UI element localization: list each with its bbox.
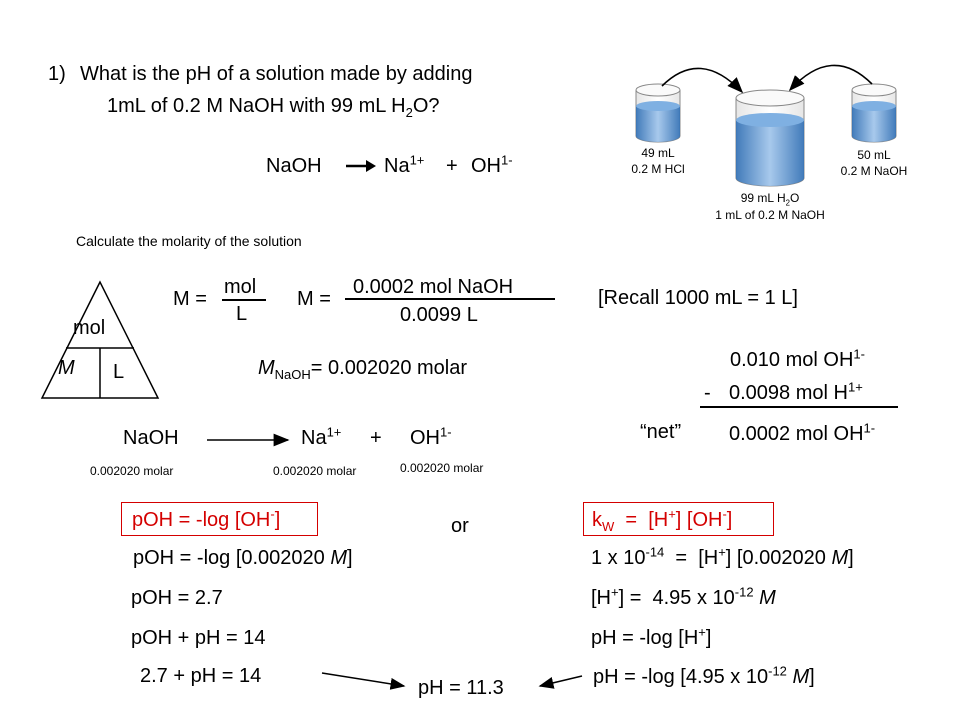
oh-concentration: 0.002020 molar [400,461,484,475]
recall-note: [Recall 1000 mL = 1 L] [598,287,798,309]
poh-line-3: pOH = 2.7 [131,587,223,609]
kw-line-5: pH = -log [4.95 x $10^{-12}$ M] [593,663,815,688]
dissociation-mid-oh: $OH^{1-}$ [410,424,452,449]
beaker-middle-volume: 99 mL $H_2O$ [740,191,800,208]
or-label: or [451,515,469,537]
beaker-right-solution: 0.2 M NaOH [840,164,908,178]
kw-line-2: 1 x $10^{-14} = [H^+]$ [0.002020 M] [591,544,854,569]
beaker-middle-icon [736,90,804,186]
naoh-concentration: 0.002020 molar [90,464,174,478]
net-line-1: 0.010 mol $OH^{1-}$ [730,346,865,371]
net-line-3: 0.0002 mol $OH^{1-}$ [729,420,876,445]
question-line-2: 1mL of 0.2 M NaOH with 99 mL $H_2O$? [107,95,440,120]
fraction1-denominator: L [236,303,248,325]
net-label: “net” [640,421,682,443]
beaker-right-volume: 50 mL [857,148,891,162]
poh-line-4: pOH + pH = 14 [131,627,266,649]
fraction2-numerator: 0.0002 mol NaOH [353,276,514,298]
dissociation-top-naoh: NaOH [266,155,322,177]
dissociation-top-oh: $OH^{1-}$ [471,152,513,177]
question-line-1: What is the pH of a solution made by adding [80,63,473,85]
poh-line-2: pOH = -log [0.002020 M] [133,547,353,569]
m-equals-1: M = [173,288,207,310]
net-minus: - [704,382,711,404]
fraction1-numerator: mol [224,276,257,298]
fraction2-denominator: 0.0099 L [400,304,478,326]
dissociation-top-na: $Na^{1+}$ [384,152,425,177]
final-answer: pH = 11.3 [418,677,504,699]
dissociation-mid-plus: + [370,427,382,449]
dissociation-mid-naoh: NaOH [123,427,179,449]
net-line-2: 0.0098 mol $H^{1+}$ [729,379,863,404]
arrow-to-answer-left-icon [322,673,404,686]
na-concentration: 0.002020 molar [273,464,357,478]
net-bar [700,406,898,408]
beaker-right-icon [852,84,896,142]
molarity-triangle-icon [42,282,158,398]
beaker-left-icon [636,84,680,142]
fraction2-bar [345,298,555,300]
beaker-middle-solution: 1 mL of 0.2 M NaOH [715,208,825,222]
beaker-left-solution: 0.2 M HCl [631,162,685,176]
kw-line-3: [H+] = 4.95 x $10^{-12}$ M [591,584,776,609]
kw-formula: $k_W = [H^+]$ [OH-] [592,506,733,534]
triangle-right-label: L [113,361,125,383]
poh-formula: pOH = -log [OH-] [132,506,281,531]
poh-line-5: 2.7 + pH = 14 [140,665,262,687]
triangle-left-label: M [58,357,75,379]
dissociation-top-plus: + [446,155,458,177]
beaker-left-volume: 49 mL [641,146,675,160]
arrow-to-answer-right-icon [540,676,582,686]
m-equals-2: M = [297,288,331,310]
dissociation-arrow-icon [346,160,376,172]
dissociation-mid-na: $Na^{1+}$ [301,424,342,449]
kw-line-4: pH = -log [H+] [591,624,712,649]
fraction1-bar [222,299,266,301]
question-number: 1) [48,63,66,85]
triangle-top-label: mol [73,317,106,339]
molarity-result: $M_{NaOH}= 0.002020$ molar [258,357,468,382]
molarity-instruction: Calculate the molarity of the solution [76,233,302,249]
